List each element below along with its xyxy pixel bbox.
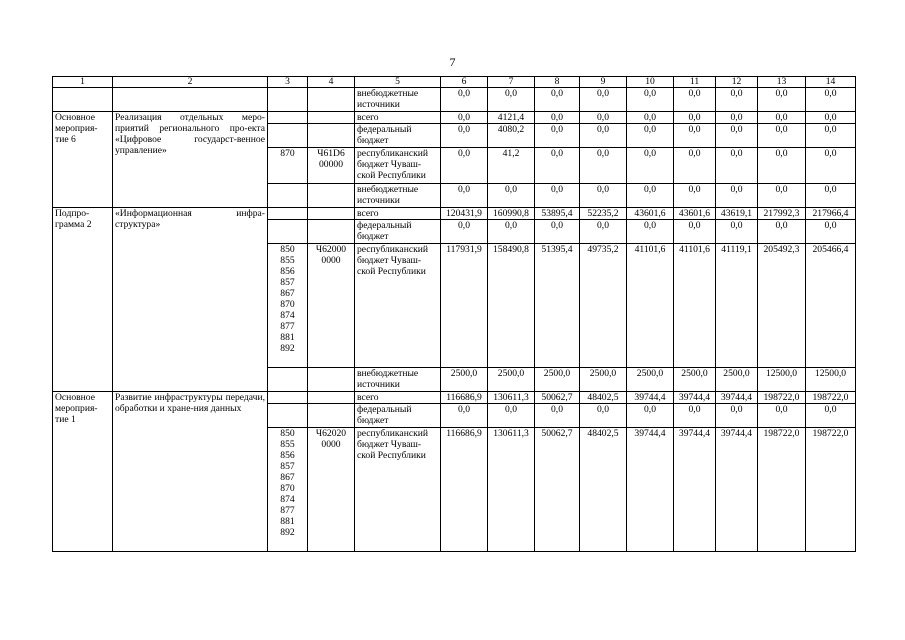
value-cell: 43601,6 — [627, 208, 674, 220]
value-cell: 0,0 — [627, 148, 674, 184]
value-cell: 2500,0 — [488, 368, 535, 392]
funding-source-cell: внебюджетные источники — [355, 368, 441, 392]
value-cell: 0,0 — [441, 88, 488, 112]
measure-name-cell: Реализация отдельных меро-приятий регионального про-екта «Цифровое государст-венное управление» — [113, 112, 268, 208]
value-cell: 205466,4 — [806, 244, 856, 368]
funding-source-cell: всего — [355, 392, 441, 404]
grbs-code-cell: 870 — [268, 148, 308, 184]
column-header: 13 — [758, 77, 806, 88]
value-cell: 0,0 — [488, 220, 535, 244]
value-cell: 2500,0 — [535, 368, 580, 392]
measure-name-cell: Развитие инфраструктуры передачи, обработки и хране-ния данных — [113, 392, 268, 552]
value-cell: 0,0 — [716, 220, 758, 244]
value-cell: 48402,5 — [580, 428, 627, 552]
value-cell: 41,2 — [488, 148, 535, 184]
funding-source-cell: федеральный бюджет — [355, 124, 441, 148]
value-cell: 0,0 — [674, 404, 716, 428]
grbs-code-cell: 850 855 856 857 867 870 874 877 881 892 — [268, 244, 308, 368]
funding-source-cell: всего — [355, 208, 441, 220]
value-cell: 0,0 — [441, 220, 488, 244]
value-cell: 198722,0 — [758, 428, 806, 552]
value-cell: 0,0 — [580, 124, 627, 148]
value-cell: 2500,0 — [716, 368, 758, 392]
value-cell: 0,0 — [806, 220, 856, 244]
value-cell: 160990,8 — [488, 208, 535, 220]
value-cell: 12500,0 — [758, 368, 806, 392]
csr-code-cell — [308, 404, 355, 428]
value-cell: 0,0 — [535, 184, 580, 208]
value-cell: 0,0 — [535, 404, 580, 428]
value-cell: 0,0 — [627, 220, 674, 244]
grbs-code-cell — [268, 220, 308, 244]
value-cell: 0,0 — [716, 184, 758, 208]
value-cell: 12500,0 — [806, 368, 856, 392]
csr-code-cell — [308, 184, 355, 208]
value-cell: 39744,4 — [674, 428, 716, 552]
csr-code-cell — [308, 112, 355, 124]
column-header: 14 — [806, 77, 856, 88]
funding-source-cell: республиканский бюджет Чуваш- ской Республики — [355, 244, 441, 368]
column-header: 2 — [113, 77, 268, 88]
value-cell: 53895,4 — [535, 208, 580, 220]
value-cell: 41101,6 — [627, 244, 674, 368]
table-row — [53, 112, 856, 124]
column-header: 4 — [308, 77, 355, 88]
value-cell: 0,0 — [758, 88, 806, 112]
csr-code-cell — [308, 124, 355, 148]
value-cell: 39744,4 — [716, 392, 758, 404]
value-cell: 0,0 — [806, 404, 856, 428]
column-header: 7 — [488, 77, 535, 88]
value-cell: 0,0 — [535, 124, 580, 148]
grbs-code-cell — [268, 112, 308, 124]
value-cell: 0,0 — [535, 88, 580, 112]
value-cell: 0,0 — [535, 220, 580, 244]
csr-code-cell — [308, 88, 355, 112]
value-cell: 198722,0 — [806, 392, 856, 404]
value-cell: 0,0 — [580, 112, 627, 124]
grbs-code-cell — [268, 208, 308, 220]
measure-name-cell: «Информационная инфра-структура» — [113, 208, 268, 392]
funding-source-cell: республиканский бюджет Чуваш- ской Республики — [355, 428, 441, 552]
column-header: 9 — [580, 77, 627, 88]
funding-source-cell: внебюджетные источники — [355, 88, 441, 112]
value-cell: 0,0 — [488, 88, 535, 112]
value-cell: 41119,1 — [716, 244, 758, 368]
grbs-code-cell — [268, 368, 308, 392]
value-cell: 217966,4 — [806, 208, 856, 220]
value-cell: 0,0 — [580, 404, 627, 428]
value-cell: 0,0 — [627, 184, 674, 208]
csr-code-cell — [308, 368, 355, 392]
value-cell: 4080,2 — [488, 124, 535, 148]
value-cell: 0,0 — [716, 88, 758, 112]
value-cell: 198722,0 — [806, 428, 856, 552]
value-cell: 0,0 — [674, 220, 716, 244]
value-cell: 0,0 — [716, 148, 758, 184]
value-cell: 116686,9 — [441, 428, 488, 552]
value-cell: 0,0 — [806, 184, 856, 208]
column-header: 6 — [441, 77, 488, 88]
funding-source-cell: федеральный бюджет — [355, 220, 441, 244]
value-cell: 41101,6 — [674, 244, 716, 368]
value-cell: 0,0 — [441, 184, 488, 208]
grbs-code-cell — [268, 124, 308, 148]
value-cell: 0,0 — [758, 184, 806, 208]
value-cell: 0,0 — [806, 124, 856, 148]
measure-name-cell — [113, 88, 268, 112]
funding-source-cell: республиканский бюджет Чуваш- ской Республики — [355, 148, 441, 184]
value-cell: 120431,9 — [441, 208, 488, 220]
value-cell: 130611,3 — [488, 392, 535, 404]
value-cell: 0,0 — [535, 148, 580, 184]
value-cell: 0,0 — [758, 112, 806, 124]
value-cell: 0,0 — [441, 404, 488, 428]
measure-cell: Основное мероприя-тие 6 — [53, 112, 113, 208]
header-row — [53, 77, 856, 88]
funding-source-cell: всего — [355, 112, 441, 124]
csr-code-cell: Ч62000 0000 — [308, 244, 355, 368]
value-cell: 0,0 — [627, 88, 674, 112]
value-cell: 217992,3 — [758, 208, 806, 220]
funding-source-cell: федеральный бюджет — [355, 404, 441, 428]
budget-table — [52, 76, 856, 552]
value-cell: 0,0 — [627, 124, 674, 148]
value-cell: 0,0 — [758, 148, 806, 184]
column-header: 12 — [716, 77, 758, 88]
grbs-code-cell — [268, 404, 308, 428]
column-header: 5 — [355, 77, 441, 88]
value-cell: 39744,4 — [627, 392, 674, 404]
value-cell: 0,0 — [806, 112, 856, 124]
value-cell: 158490,8 — [488, 244, 535, 368]
value-cell: 0,0 — [441, 112, 488, 124]
grbs-code-cell: 850 855 856 857 867 870 874 877 881 892 — [268, 428, 308, 552]
csr-code-cell — [308, 208, 355, 220]
grbs-code-cell — [268, 392, 308, 404]
column-header: 10 — [627, 77, 674, 88]
value-cell: 130611,3 — [488, 428, 535, 552]
value-cell: 4121,4 — [488, 112, 535, 124]
value-cell: 0,0 — [488, 184, 535, 208]
value-cell: 198722,0 — [758, 392, 806, 404]
value-cell: 0,0 — [580, 184, 627, 208]
value-cell: 0,0 — [716, 404, 758, 428]
value-cell: 0,0 — [580, 148, 627, 184]
csr-code-cell — [308, 392, 355, 404]
value-cell: 0,0 — [627, 112, 674, 124]
value-cell: 43619,1 — [716, 208, 758, 220]
value-cell: 49735,2 — [580, 244, 627, 368]
value-cell: 50062,7 — [535, 392, 580, 404]
value-cell: 39744,4 — [627, 428, 674, 552]
value-cell: 0,0 — [758, 404, 806, 428]
value-cell: 51395,4 — [535, 244, 580, 368]
grbs-code-cell — [268, 88, 308, 112]
value-cell: 0,0 — [627, 404, 674, 428]
value-cell: 0,0 — [674, 148, 716, 184]
page-number: 7 — [449, 55, 456, 69]
value-cell: 43601,6 — [674, 208, 716, 220]
value-cell: 0,0 — [674, 124, 716, 148]
value-cell: 0,0 — [674, 88, 716, 112]
csr-code-cell: Ч61D6 00000 — [308, 148, 355, 184]
column-header: 1 — [53, 77, 113, 88]
grbs-code-cell — [268, 184, 308, 208]
value-cell: 0,0 — [580, 220, 627, 244]
value-cell: 0,0 — [441, 148, 488, 184]
measure-cell: Основное мероприя-тие 1 — [53, 392, 113, 552]
value-cell: 0,0 — [580, 88, 627, 112]
value-cell: 117931,9 — [441, 244, 488, 368]
table-row — [53, 88, 856, 112]
value-cell: 39744,4 — [674, 392, 716, 404]
value-cell: 48402,5 — [580, 392, 627, 404]
value-cell: 50062,7 — [535, 428, 580, 552]
csr-code-cell — [308, 220, 355, 244]
value-cell: 0,0 — [488, 404, 535, 428]
value-cell: 0,0 — [441, 124, 488, 148]
measure-cell — [53, 88, 113, 112]
measure-cell: Подпро-грамма 2 — [53, 208, 113, 392]
value-cell: 0,0 — [674, 112, 716, 124]
value-cell: 2500,0 — [627, 368, 674, 392]
value-cell: 205492,3 — [758, 244, 806, 368]
value-cell: 2500,0 — [674, 368, 716, 392]
value-cell: 2500,0 — [441, 368, 488, 392]
value-cell: 0,0 — [758, 124, 806, 148]
value-cell: 0,0 — [716, 124, 758, 148]
value-cell: 39744,4 — [716, 428, 758, 552]
column-header: 11 — [674, 77, 716, 88]
value-cell: 2500,0 — [580, 368, 627, 392]
value-cell: 0,0 — [758, 220, 806, 244]
column-header: 8 — [535, 77, 580, 88]
csr-code-cell: Ч62020 0000 — [308, 428, 355, 552]
table-row — [53, 208, 856, 220]
funding-source-cell: внебюджетные источники — [355, 184, 441, 208]
value-cell: 0,0 — [716, 112, 758, 124]
value-cell: 0,0 — [535, 112, 580, 124]
value-cell: 0,0 — [674, 184, 716, 208]
column-header: 3 — [268, 77, 308, 88]
value-cell: 116686,9 — [441, 392, 488, 404]
value-cell: 0,0 — [806, 88, 856, 112]
value-cell: 0,0 — [806, 148, 856, 184]
table-row — [53, 392, 856, 404]
value-cell: 52235,2 — [580, 208, 627, 220]
